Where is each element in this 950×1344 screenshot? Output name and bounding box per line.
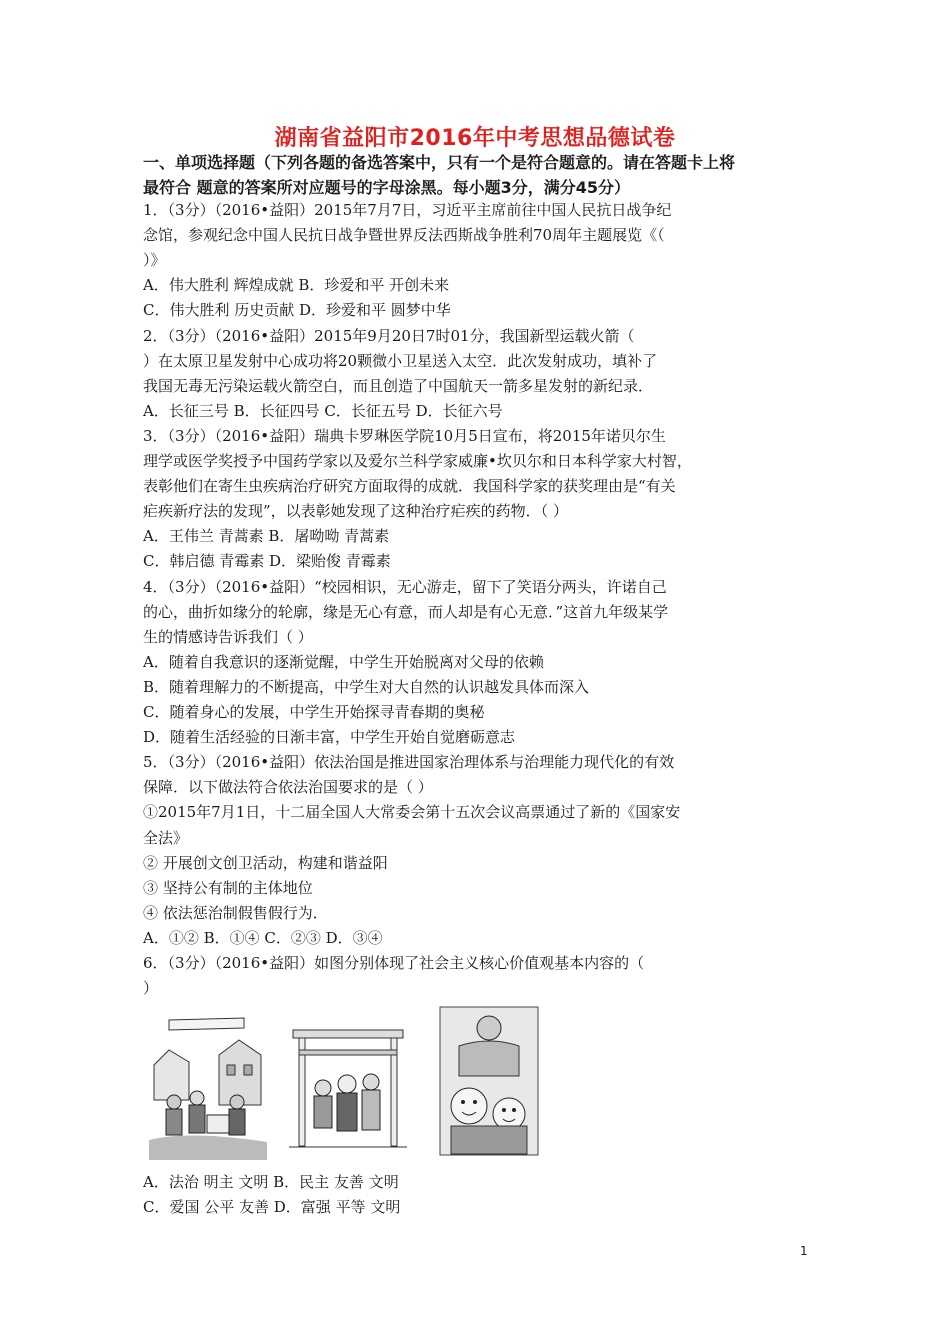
text-line: A．王伟兰 青蒿素 B．屠呦呦 青蒿素: [143, 527, 390, 546]
text-line: A．长征三号 B．长征四号 C．长征五号 D．长征六号: [143, 401, 503, 420]
text-line: ② 开展创文创卫活动，构建和谐益阳: [143, 853, 388, 872]
text-line: ）: [143, 979, 159, 998]
text-line: 表彰他们在寄生虫疾病治疗研究方面取得的成就．我国科学家的获奖理由是“有关: [143, 477, 676, 496]
text-line: 5．（3分）（2016•益阳）依法治国是推进国家治理体系与治理能力现代化的有效: [143, 753, 675, 772]
section-heading-line: 一、单项选择题（下列各题的备选答案中，只有一个是符合题意的。请在答题卡上将: [143, 153, 736, 172]
text-line: 理学或医学奖授予中国药学家以及爱尔兰科学家威廉•坎贝尔和日本科学家大村智，: [143, 452, 692, 470]
text-line: 保障．以下做法符合依法治国要求的是（ ）: [143, 778, 433, 797]
text-line: C．韩启德 青霉素 D．梁贻俊 青霉素: [143, 552, 391, 571]
page-title: 湖南省益阳市2016年中考思想品德试卷: [274, 126, 676, 151]
question-6-figures: [143, 1010, 563, 1165]
text-line: C．随着身心的发展，中学生开始探寻青春期的奥秘: [143, 703, 485, 721]
answer-option-line: A．法治 明主 文明 B．民主 友善 文明: [143, 1173, 399, 1191]
text-line: 疟疾新疗法的发现”，以表彰她发现了这种治疗疟疾的药物．（ ）: [143, 502, 568, 521]
text-line: 2．（3分）（2016•益阳）2015年9月20日7时01分，我国新型运载火箭（: [143, 326, 635, 345]
section-heading-line: 最符合 题意的答案所对应题号的字母涂黑。每小题3分，满分45分）: [143, 178, 630, 197]
page-number: 1: [800, 1244, 808, 1258]
answer-option-line: C．爱国 公平 友善 D．富强 平等 文明: [143, 1198, 401, 1216]
children-smiling-figure: [439, 1006, 539, 1156]
text-line: C．伟大胜利 历史贡献 D．珍爱和平 圆梦中华: [143, 301, 451, 320]
text-line: 念馆，参观纪念中国人民抗日战争暨世界反法西斯战争胜利70周年主题展览《（: [143, 226, 665, 245]
text-line: 4．（3分）（2016•益阳）“校园相识，无心游走，留下了笑语分两头，许诺自己: [143, 577, 667, 596]
text-line: D．随着生活经验的日渐丰富，中学生开始自觉磨砺意志: [143, 728, 516, 747]
text-line: 1．（3分）（2016•益阳）2015年7月7日，习近平主席前往中国人民抗日战争纪: [143, 201, 672, 219]
text-line: ）在太原卫星发射中心成功将20颗微小卫星送入太空．此次发射成功，填补了: [143, 351, 658, 370]
text-line: 全法》: [143, 828, 189, 847]
text-line: A．随着自我意识的逐渐觉醒，中学生开始脱离对父母的依赖: [143, 652, 544, 671]
text-line: A．伟大胜利 辉煌成就 B．珍爱和平 开创未来: [143, 276, 450, 295]
text-line: 生的情感诗告诉我们（ ）: [143, 627, 313, 646]
text-line: ①2015年7月1日，十二届全国人大常委会第十五次会议高票通过了新的《国家安: [143, 803, 681, 822]
text-line: A．①② B．①④ C．②③ D．③④: [143, 928, 383, 947]
text-line: 的心，曲折如缘分的轮廓，缘是无心有意，而人却是有心无意．”这首九年级某学: [143, 602, 669, 621]
text-line: ④ 依法惩治制假售假行为．: [143, 903, 328, 922]
queue-at-gate-figure: [289, 1022, 407, 1150]
text-line: ）》: [143, 251, 166, 270]
text-line: 6．（3分）（2016•益阳）如图分别体现了社会主义核心价值观基本内容的（: [143, 954, 645, 972]
text-line: 3．（3分）（2016•益阳）瑞典卡罗琳医学院10月5日宣布，将2015年诺贝尔生: [143, 426, 666, 445]
voting-scene-figure: [149, 1010, 267, 1160]
text-line: 我国无毒无污染运载火箭空白，而且创造了中国航天一箭多星发射的新纪录．: [143, 376, 654, 395]
text-line: ③ 坚持公有制的主体地位: [143, 878, 313, 897]
text-line: B．随着理解力的不断提高，中学生对大自然的认识越发具体而深入: [143, 677, 590, 696]
